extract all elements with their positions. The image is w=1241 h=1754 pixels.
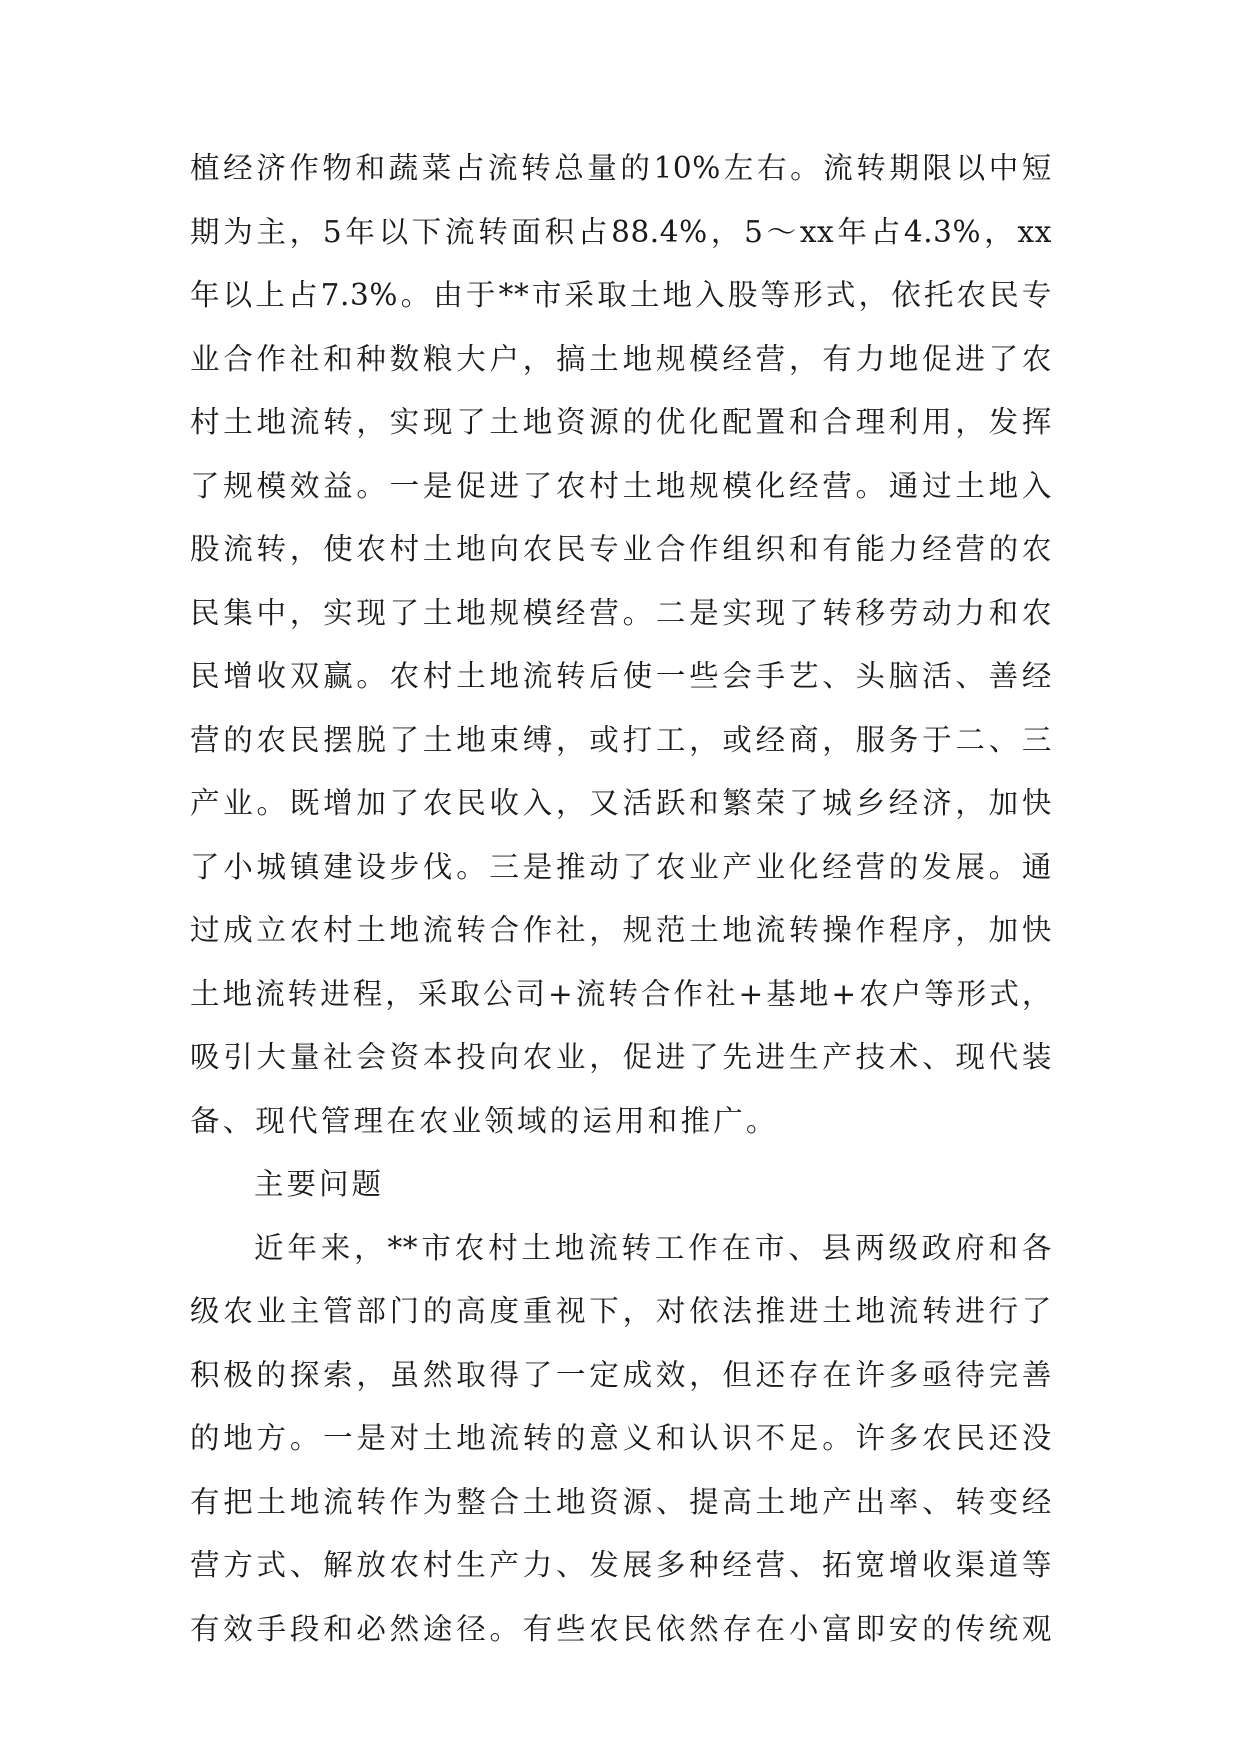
paragraph-1-line: 产业。既增加了农民收入，又活跃和繁荣了城乡经济，加快: [190, 786, 1052, 820]
paragraph-1-line: 民增收双赢。农村土地流转后使一些会手艺、头脑活、善经: [190, 659, 1052, 693]
paragraph-1-line: 期为主，5年以下流转面积占88.4%，5～xx年占4.3%，xx: [190, 214, 1052, 249]
paragraph-2-line: 级农业主管部门的高度重视下，对依法推进土地流转进行了: [190, 1294, 1052, 1328]
paragraph-1: [190, 137, 1052, 1661]
paragraph-1-line: 备、现代管理在农业领域的运用和推广。: [190, 1103, 779, 1138]
paragraph-1-line: 营的农民摆脱了土地束缚，或打工，或经商，服务于二、三: [190, 722, 1052, 757]
paragraph-1-line: 股流转，使农村土地向农民专业合作组织和有能力经营的农: [190, 532, 1052, 566]
paragraph-2-line: 有把土地流转作为整合土地资源、提高土地产出率、转变经: [190, 1484, 1052, 1519]
paragraph-1-line: 吸引大量社会资本投向农业，促进了先进生产技术、现代装: [190, 1040, 1052, 1074]
paragraph-1-line: 村土地流转，实现了土地资源的优化配置和合理利用，发挥: [190, 405, 1052, 439]
paragraph-2-line: 有效手段和必然途径。有些农民依然存在小富即安的传统观: [190, 1611, 1052, 1646]
paragraph-1-line: 了规模效益。一是促进了农村土地规模化经营。通过土地入: [190, 468, 1052, 503]
paragraph-1-line: 业合作社和种数粮大户，搞土地规模经营，有力地促进了农: [190, 341, 1052, 376]
paragraph-1-line: 过成立农村土地流转合作社，规范土地流转操作程序，加快: [190, 913, 1052, 947]
paragraph-1-line: 植经济作物和蔬菜占流转总量的10%左右。流转期限以中短: [190, 151, 1052, 185]
section-heading: 主要问题: [254, 1167, 385, 1201]
paragraph-1-line: 民集中，实现了土地规模经营。二是实现了转移劳动力和农: [190, 595, 1052, 630]
paragraph-2-line: 积极的探索，虽然取得了一定成效，但还存在许多亟待完善: [190, 1357, 1052, 1392]
paragraph-1-line: 了小城镇建设步伐。三是推动了农业产业化经营的发展。通: [190, 849, 1052, 884]
paragraph-2-line: 的地方。一是对土地流转的意义和认识不足。许多农民还没: [190, 1421, 1052, 1455]
paragraph-1-line: 土地流转进程，采取公司+流转合作社+基地+农户等形式，: [190, 976, 1052, 1011]
paragraph-2-line: 营方式、解放农村生产力、发展多种经营、拓宽增收渠道等: [190, 1548, 1052, 1582]
paragraph-1-line: 年以上占7.3%。由于**市采取土地入股等形式，依托农民专: [190, 278, 1052, 312]
paragraph-2-line: 近年来，**市农村土地流转工作在市、县两级政府和各: [254, 1230, 1052, 1265]
